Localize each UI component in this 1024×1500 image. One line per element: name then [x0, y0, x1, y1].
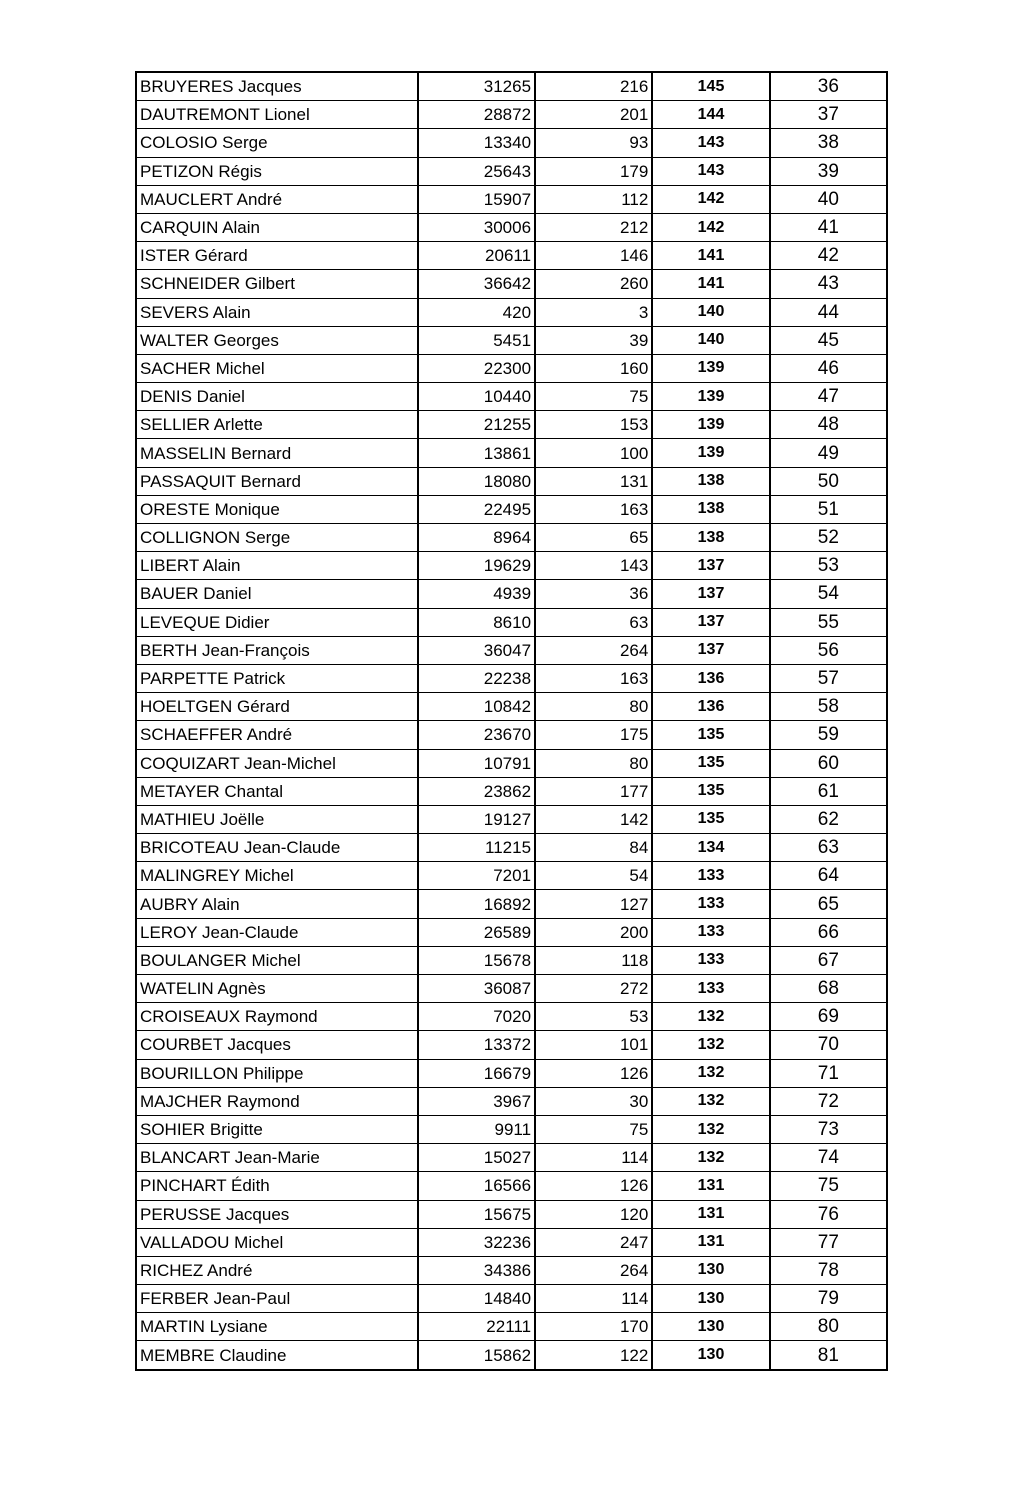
cell-name: MARTIN Lysiane: [136, 1313, 418, 1341]
table-row: [136, 524, 887, 552]
cell-count: 53: [535, 1003, 652, 1031]
cell-average: 140: [652, 326, 769, 354]
table-row: [136, 777, 887, 805]
cell-rank: 62: [770, 805, 887, 833]
cell-rank: 76: [770, 1200, 887, 1228]
cell-total: 31265: [418, 72, 535, 101]
table-row: [136, 1341, 887, 1370]
cell-name: CROISEAUX Raymond: [136, 1003, 418, 1031]
cell-rank: 75: [770, 1172, 887, 1200]
cell-average: 135: [652, 777, 769, 805]
cell-count: 177: [535, 777, 652, 805]
cell-count: 216: [535, 72, 652, 101]
cell-count: 65: [535, 524, 652, 552]
cell-count: 75: [535, 383, 652, 411]
cell-total: 420: [418, 298, 535, 326]
cell-total: 22300: [418, 354, 535, 382]
cell-count: 160: [535, 354, 652, 382]
cell-total: 26589: [418, 918, 535, 946]
table-row: [136, 693, 887, 721]
cell-count: 163: [535, 495, 652, 523]
cell-average: 131: [652, 1228, 769, 1256]
cell-name: BRICOTEAU Jean-Claude: [136, 834, 418, 862]
cell-name: SELLIER Arlette: [136, 411, 418, 439]
cell-count: 247: [535, 1228, 652, 1256]
cell-count: 179: [535, 157, 652, 185]
table-row: [136, 411, 887, 439]
cell-average: 137: [652, 636, 769, 664]
cell-rank: 55: [770, 608, 887, 636]
table-row: [136, 1059, 887, 1087]
cell-average: 138: [652, 467, 769, 495]
cell-rank: 67: [770, 946, 887, 974]
table-row: [136, 495, 887, 523]
cell-rank: 74: [770, 1144, 887, 1172]
cell-name: SCHAEFFER André: [136, 721, 418, 749]
cell-name: WALTER Georges: [136, 326, 418, 354]
cell-count: 153: [535, 411, 652, 439]
cell-average: 143: [652, 129, 769, 157]
cell-average: 133: [652, 890, 769, 918]
cell-rank: 51: [770, 495, 887, 523]
cell-total: 32236: [418, 1228, 535, 1256]
cell-average: 138: [652, 495, 769, 523]
cell-count: 175: [535, 721, 652, 749]
cell-rank: 50: [770, 467, 887, 495]
table-row: [136, 749, 887, 777]
cell-name: VALLADOU Michel: [136, 1228, 418, 1256]
table-row: [136, 213, 887, 241]
cell-count: 93: [535, 129, 652, 157]
cell-total: 11215: [418, 834, 535, 862]
table-row: [136, 1200, 887, 1228]
table-row: [136, 354, 887, 382]
cell-name: MASSELIN Bernard: [136, 439, 418, 467]
table-row: [136, 664, 887, 692]
cell-name: COQUIZART Jean-Michel: [136, 749, 418, 777]
cell-name: BOURILLON Philippe: [136, 1059, 418, 1087]
table-row: [136, 834, 887, 862]
cell-total: 22238: [418, 664, 535, 692]
cell-total: 3967: [418, 1087, 535, 1115]
table-row: [136, 608, 887, 636]
cell-average: 130: [652, 1313, 769, 1341]
cell-total: 28872: [418, 101, 535, 129]
cell-rank: 66: [770, 918, 887, 946]
cell-average: 141: [652, 242, 769, 270]
cell-total: 14840: [418, 1285, 535, 1313]
cell-name: RICHEZ André: [136, 1256, 418, 1284]
cell-average: 141: [652, 270, 769, 298]
cell-count: 142: [535, 805, 652, 833]
cell-name: DAUTREMONT Lionel: [136, 101, 418, 129]
cell-rank: 39: [770, 157, 887, 185]
cell-total: 10842: [418, 693, 535, 721]
cell-rank: 64: [770, 862, 887, 890]
cell-rank: 57: [770, 664, 887, 692]
cell-rank: 49: [770, 439, 887, 467]
cell-rank: 56: [770, 636, 887, 664]
cell-average: 139: [652, 411, 769, 439]
cell-rank: 80: [770, 1313, 887, 1341]
cell-rank: 53: [770, 552, 887, 580]
cell-rank: 46: [770, 354, 887, 382]
cell-total: 19127: [418, 805, 535, 833]
cell-average: 133: [652, 918, 769, 946]
cell-average: 143: [652, 157, 769, 185]
table-row: [136, 946, 887, 974]
cell-rank: 65: [770, 890, 887, 918]
table-row: [136, 1285, 887, 1313]
cell-count: 200: [535, 918, 652, 946]
table-row: [136, 552, 887, 580]
cell-count: 75: [535, 1115, 652, 1143]
cell-count: 146: [535, 242, 652, 270]
cell-count: 80: [535, 749, 652, 777]
table-row: [136, 1031, 887, 1059]
cell-name: SACHER Michel: [136, 354, 418, 382]
cell-name: BLANCART Jean-Marie: [136, 1144, 418, 1172]
cell-average: 132: [652, 1031, 769, 1059]
table-row: [136, 890, 887, 918]
ranking-table-body: [136, 72, 887, 1370]
table-row: [136, 805, 887, 833]
table-row: [136, 298, 887, 326]
cell-count: 264: [535, 1256, 652, 1284]
cell-rank: 81: [770, 1341, 887, 1370]
cell-name: MAJCHER Raymond: [136, 1087, 418, 1115]
cell-total: 10440: [418, 383, 535, 411]
cell-name: ISTER Gérard: [136, 242, 418, 270]
cell-count: 260: [535, 270, 652, 298]
cell-rank: 54: [770, 580, 887, 608]
cell-rank: 61: [770, 777, 887, 805]
cell-average: 135: [652, 805, 769, 833]
cell-total: 15027: [418, 1144, 535, 1172]
cell-name: LIBERT Alain: [136, 552, 418, 580]
cell-total: 13340: [418, 129, 535, 157]
table-row: [136, 1144, 887, 1172]
cell-average: 137: [652, 608, 769, 636]
cell-average: 138: [652, 524, 769, 552]
cell-average: 132: [652, 1087, 769, 1115]
cell-rank: 69: [770, 1003, 887, 1031]
cell-rank: 58: [770, 693, 887, 721]
cell-average: 142: [652, 213, 769, 241]
cell-rank: 79: [770, 1285, 887, 1313]
cell-count: 126: [535, 1059, 652, 1087]
cell-average: 130: [652, 1256, 769, 1284]
table-row: [136, 862, 887, 890]
cell-total: 25643: [418, 157, 535, 185]
cell-count: 114: [535, 1285, 652, 1313]
cell-count: 63: [535, 608, 652, 636]
cell-total: 36087: [418, 975, 535, 1003]
cell-rank: 59: [770, 721, 887, 749]
table-row: [136, 1313, 887, 1341]
cell-total: 13861: [418, 439, 535, 467]
table-row: [136, 467, 887, 495]
cell-average: 136: [652, 664, 769, 692]
cell-rank: 71: [770, 1059, 887, 1087]
cell-rank: 41: [770, 213, 887, 241]
table-row: [136, 242, 887, 270]
cell-average: 139: [652, 383, 769, 411]
cell-name: PETIZON Régis: [136, 157, 418, 185]
cell-average: 132: [652, 1059, 769, 1087]
cell-name: SEVERS Alain: [136, 298, 418, 326]
cell-average: 137: [652, 580, 769, 608]
table-row: [136, 157, 887, 185]
cell-average: 139: [652, 354, 769, 382]
cell-total: 21255: [418, 411, 535, 439]
cell-average: 131: [652, 1172, 769, 1200]
cell-total: 15678: [418, 946, 535, 974]
cell-name: PERUSSE Jacques: [136, 1200, 418, 1228]
cell-count: 118: [535, 946, 652, 974]
cell-average: 144: [652, 101, 769, 129]
cell-total: 10791: [418, 749, 535, 777]
cell-count: 39: [535, 326, 652, 354]
cell-name: BAUER Daniel: [136, 580, 418, 608]
cell-rank: 78: [770, 1256, 887, 1284]
cell-count: 201: [535, 101, 652, 129]
cell-name: CARQUIN Alain: [136, 213, 418, 241]
cell-name: LEVEQUE Didier: [136, 608, 418, 636]
cell-name: COLLIGNON Serge: [136, 524, 418, 552]
cell-count: 84: [535, 834, 652, 862]
cell-count: 36: [535, 580, 652, 608]
cell-total: 22111: [418, 1313, 535, 1341]
cell-average: 130: [652, 1285, 769, 1313]
cell-name: BOULANGER Michel: [136, 946, 418, 974]
cell-total: 16892: [418, 890, 535, 918]
cell-average: 130: [652, 1341, 769, 1370]
cell-average: 134: [652, 834, 769, 862]
cell-count: 143: [535, 552, 652, 580]
cell-average: 132: [652, 1003, 769, 1031]
cell-total: 15862: [418, 1341, 535, 1370]
cell-rank: 42: [770, 242, 887, 270]
table-row: [136, 270, 887, 298]
cell-count: 163: [535, 664, 652, 692]
cell-name: MALINGREY Michel: [136, 862, 418, 890]
cell-total: 13372: [418, 1031, 535, 1059]
cell-name: LEROY Jean-Claude: [136, 918, 418, 946]
cell-rank: 44: [770, 298, 887, 326]
cell-name: DENIS Daniel: [136, 383, 418, 411]
cell-average: 133: [652, 862, 769, 890]
cell-rank: 47: [770, 383, 887, 411]
ranking-table: [135, 71, 888, 1371]
cell-name: ORESTE Monique: [136, 495, 418, 523]
cell-total: 9911: [418, 1115, 535, 1143]
cell-name: AUBRY Alain: [136, 890, 418, 918]
cell-total: 7201: [418, 862, 535, 890]
table-row: [136, 326, 887, 354]
cell-average: 142: [652, 185, 769, 213]
cell-rank: 38: [770, 129, 887, 157]
cell-total: 5451: [418, 326, 535, 354]
table-row: [136, 72, 887, 101]
cell-total: 15907: [418, 185, 535, 213]
cell-total: 7020: [418, 1003, 535, 1031]
table-row: [136, 1172, 887, 1200]
cell-rank: 40: [770, 185, 887, 213]
cell-name: MEMBRE Claudine: [136, 1341, 418, 1370]
cell-average: 137: [652, 552, 769, 580]
table-row: [136, 1256, 887, 1284]
cell-total: 36047: [418, 636, 535, 664]
cell-count: 54: [535, 862, 652, 890]
cell-count: 126: [535, 1172, 652, 1200]
table-row: [136, 101, 887, 129]
cell-total: 36642: [418, 270, 535, 298]
cell-count: 264: [535, 636, 652, 664]
cell-count: 212: [535, 213, 652, 241]
cell-total: 8964: [418, 524, 535, 552]
cell-name: BRUYERES Jacques: [136, 72, 418, 101]
table-row: [136, 1115, 887, 1143]
cell-average: 135: [652, 749, 769, 777]
cell-name: COLOSIO Serge: [136, 129, 418, 157]
cell-rank: 63: [770, 834, 887, 862]
cell-total: 8610: [418, 608, 535, 636]
cell-count: 114: [535, 1144, 652, 1172]
cell-average: 132: [652, 1115, 769, 1143]
cell-name: PARPETTE Patrick: [136, 664, 418, 692]
cell-count: 131: [535, 467, 652, 495]
cell-rank: 52: [770, 524, 887, 552]
cell-average: 132: [652, 1144, 769, 1172]
table-row: [136, 636, 887, 664]
table-row: [136, 439, 887, 467]
cell-rank: 70: [770, 1031, 887, 1059]
cell-count: 30: [535, 1087, 652, 1115]
table-row: [136, 918, 887, 946]
cell-average: 140: [652, 298, 769, 326]
cell-total: 20611: [418, 242, 535, 270]
cell-rank: 72: [770, 1087, 887, 1115]
table-row: [136, 721, 887, 749]
cell-average: 131: [652, 1200, 769, 1228]
cell-average: 133: [652, 946, 769, 974]
cell-count: 3: [535, 298, 652, 326]
cell-name: MATHIEU Joëlle: [136, 805, 418, 833]
cell-count: 101: [535, 1031, 652, 1059]
cell-rank: 77: [770, 1228, 887, 1256]
cell-average: 145: [652, 72, 769, 101]
cell-name: SOHIER Brigitte: [136, 1115, 418, 1143]
cell-average: 136: [652, 693, 769, 721]
cell-rank: 37: [770, 101, 887, 129]
cell-rank: 73: [770, 1115, 887, 1143]
table-row: [136, 1003, 887, 1031]
cell-average: 135: [652, 721, 769, 749]
cell-count: 120: [535, 1200, 652, 1228]
cell-count: 170: [535, 1313, 652, 1341]
cell-total: 23670: [418, 721, 535, 749]
cell-name: METAYER Chantal: [136, 777, 418, 805]
cell-count: 127: [535, 890, 652, 918]
cell-name: BERTH Jean-François: [136, 636, 418, 664]
cell-count: 112: [535, 185, 652, 213]
cell-total: 18080: [418, 467, 535, 495]
table-row: [136, 1087, 887, 1115]
cell-name: COURBET Jacques: [136, 1031, 418, 1059]
cell-average: 139: [652, 439, 769, 467]
cell-total: 30006: [418, 213, 535, 241]
cell-total: 34386: [418, 1256, 535, 1284]
cell-rank: 68: [770, 975, 887, 1003]
cell-average: 133: [652, 975, 769, 1003]
cell-total: 16679: [418, 1059, 535, 1087]
table-row: [136, 185, 887, 213]
cell-count: 272: [535, 975, 652, 1003]
cell-count: 100: [535, 439, 652, 467]
cell-total: 15675: [418, 1200, 535, 1228]
cell-rank: 48: [770, 411, 887, 439]
cell-name: HOELTGEN Gérard: [136, 693, 418, 721]
cell-rank: 36: [770, 72, 887, 101]
cell-rank: 43: [770, 270, 887, 298]
cell-total: 23862: [418, 777, 535, 805]
cell-name: FERBER Jean-Paul: [136, 1285, 418, 1313]
cell-name: SCHNEIDER Gilbert: [136, 270, 418, 298]
cell-total: 22495: [418, 495, 535, 523]
cell-total: 4939: [418, 580, 535, 608]
cell-rank: 60: [770, 749, 887, 777]
table-row: [136, 129, 887, 157]
cell-count: 122: [535, 1341, 652, 1370]
cell-rank: 45: [770, 326, 887, 354]
table-row: [136, 975, 887, 1003]
cell-name: WATELIN Agnès: [136, 975, 418, 1003]
cell-name: PASSAQUIT Bernard: [136, 467, 418, 495]
cell-total: 16566: [418, 1172, 535, 1200]
cell-name: PINCHART Édith: [136, 1172, 418, 1200]
cell-total: 19629: [418, 552, 535, 580]
table-row: [136, 383, 887, 411]
cell-name: MAUCLERT André: [136, 185, 418, 213]
table-row: [136, 1228, 887, 1256]
cell-count: 80: [535, 693, 652, 721]
table-row: [136, 580, 887, 608]
